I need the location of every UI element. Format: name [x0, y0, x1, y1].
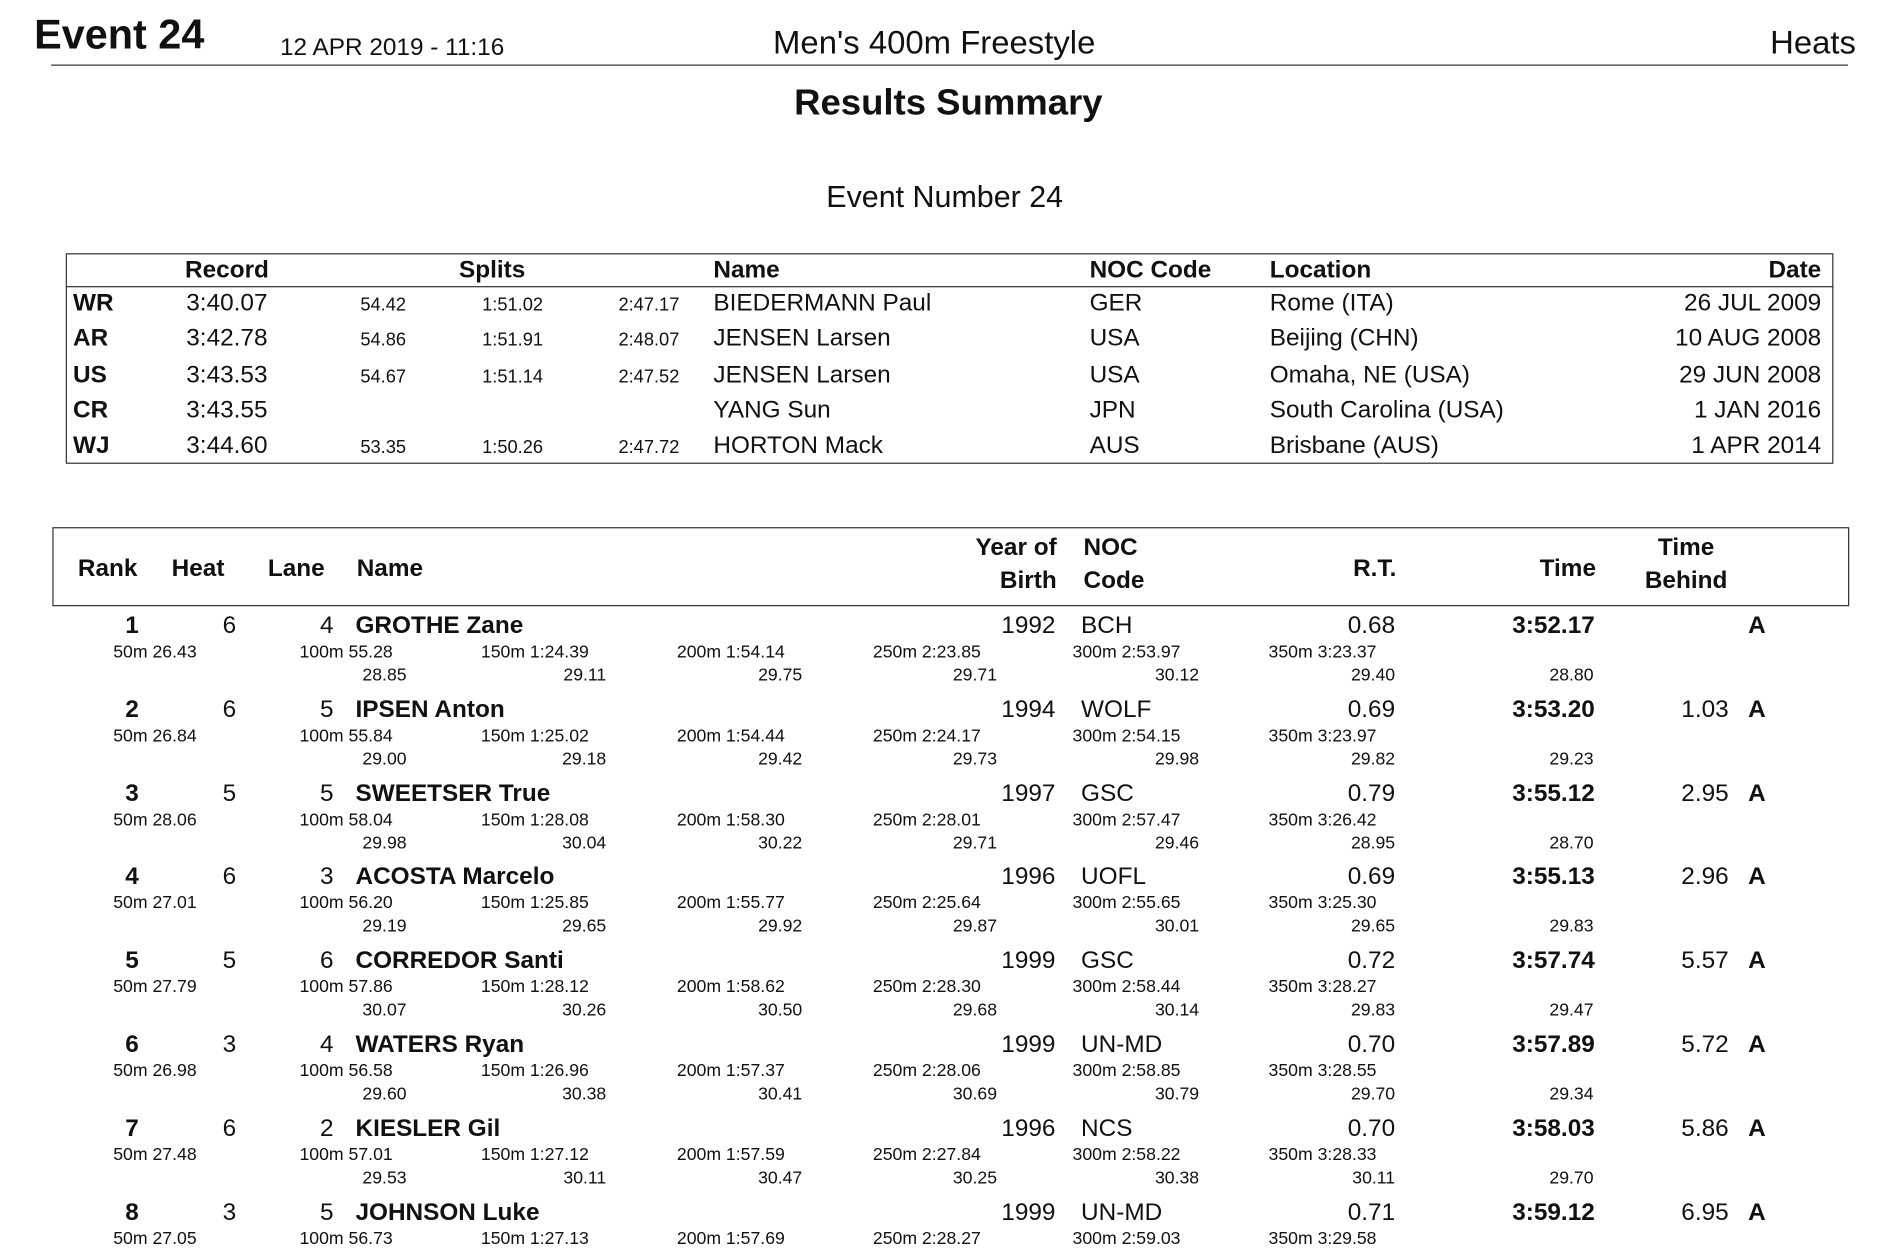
result-swimmer-name: IPSEN Anton [355, 696, 505, 723]
record-holder-name: YANG Sun [713, 396, 831, 424]
lap-split: 29.18 [562, 749, 607, 770]
record-location: Brisbane (AUS) [1269, 432, 1439, 460]
results-col-heat: Heat [171, 555, 225, 582]
record-split-2: 1:51.91 [482, 330, 544, 351]
cumulative-split: 150m 1:27.12 [480, 1145, 589, 1165]
result-reaction-time: 0.69 [1347, 696, 1396, 723]
results-col-noc-2: Code [1083, 567, 1145, 595]
lap-split: 30.14 [1154, 1000, 1200, 1021]
record-location: Omaha, NE (USA) [1269, 361, 1470, 388]
lap-split: 29.83 [1549, 917, 1594, 937]
result-qualifier: A [1748, 863, 1766, 891]
cumulative-split: 250m 2:23.85 [872, 642, 981, 663]
result-time-behind: 5.86 [1681, 1114, 1729, 1142]
result-reaction-time: 0.69 [1347, 863, 1396, 891]
lap-split: 30.38 [562, 1084, 607, 1105]
lap-split: 29.60 [362, 1084, 407, 1105]
cumulative-split: 150m 1:25.02 [480, 726, 589, 747]
event-label: Event 24 [34, 12, 205, 59]
page-title: Results Summary [794, 82, 1103, 123]
lap-split: 29.46 [1154, 833, 1200, 853]
records-header-divider [66, 286, 1834, 287]
cumulative-split: 100m 57.01 [299, 1145, 393, 1165]
record-type: CR [73, 396, 109, 424]
header-divider [51, 65, 1848, 66]
lap-split: 29.34 [1549, 1084, 1594, 1105]
record-type: AR [73, 325, 109, 353]
results-col-noc-1: NOC [1083, 534, 1138, 562]
cumulative-split: 50m 26.84 [113, 726, 197, 747]
cumulative-split: 100m 57.86 [299, 977, 393, 998]
lap-split: 29.82 [1350, 749, 1396, 770]
result-noc: WOLF [1081, 696, 1152, 723]
record-date: 29 JUN 2008 [1679, 361, 1822, 388]
cumulative-split: 300m 2:53.97 [1072, 642, 1181, 663]
cumulative-split: 50m 26.43 [113, 642, 197, 663]
cumulative-split: 100m 56.20 [299, 894, 393, 914]
result-heat: 6 [222, 696, 237, 723]
records-col-date: Date [1768, 256, 1822, 284]
result-time: 3:52.17 [1512, 612, 1595, 640]
result-qualifier: A [1748, 612, 1766, 640]
cumulative-split: 200m 1:54.44 [676, 726, 785, 747]
cumulative-split: 250m 2:28.30 [872, 977, 981, 998]
result-year-of-birth: 1999 [1001, 947, 1056, 975]
result-swimmer-name: SWEETSER True [355, 779, 551, 807]
cumulative-split: 150m 1:27.13 [480, 1229, 589, 1249]
result-time: 3:59.12 [1512, 1198, 1595, 1226]
lap-split: 29.47 [1549, 1000, 1594, 1021]
lap-split: 29.87 [952, 917, 998, 937]
record-holder-name: BIEDERMANN Paul [713, 289, 932, 317]
result-swimmer-name: CORREDOR Santi [355, 947, 564, 975]
record-holder-name: JENSEN Larsen [713, 325, 891, 353]
result-rank: 1 [125, 612, 139, 640]
result-noc: GSC [1081, 779, 1134, 807]
record-split-3: 2:47.72 [618, 437, 680, 458]
result-reaction-time: 0.70 [1347, 1114, 1396, 1142]
record-noc: JPN [1089, 396, 1136, 424]
event-datetime: 12 APR 2019 - 11:16 [280, 34, 505, 61]
result-reaction-time: 0.79 [1347, 779, 1396, 807]
result-rank: 7 [125, 1114, 139, 1142]
record-noc: USA [1089, 325, 1140, 353]
lap-split: 29.68 [952, 1000, 998, 1021]
record-location: South Carolina (USA) [1269, 396, 1504, 424]
lap-split: 29.71 [952, 833, 998, 853]
result-year-of-birth: 1999 [1001, 1198, 1056, 1226]
results-col-yob-2: Birth [999, 567, 1057, 595]
result-time-behind: 5.57 [1681, 947, 1729, 975]
cumulative-split: 150m 1:26.96 [480, 1061, 589, 1082]
lap-split: 28.70 [1549, 833, 1594, 853]
record-date: 26 JUL 2009 [1684, 289, 1822, 317]
record-noc: GER [1089, 289, 1143, 317]
result-noc: UOFL [1081, 863, 1146, 891]
lap-split: 29.75 [758, 665, 803, 686]
lap-split: 29.71 [952, 665, 998, 686]
cumulative-split: 350m 3:23.97 [1268, 726, 1377, 747]
record-location: Beijing (CHN) [1269, 325, 1419, 353]
cumulative-split: 300m 2:59.03 [1072, 1229, 1181, 1249]
lap-split: 30.69 [952, 1084, 998, 1105]
record-date: 10 AUG 2008 [1675, 325, 1822, 353]
record-time: 3:43.55 [186, 396, 268, 424]
record-location: Rome (ITA) [1269, 289, 1394, 317]
cumulative-split: 50m 27.05 [113, 1229, 197, 1249]
lap-split: 29.00 [362, 749, 407, 770]
result-time: 3:57.89 [1512, 1031, 1595, 1058]
cumulative-split: 350m 3:26.42 [1268, 810, 1377, 830]
result-heat: 6 [222, 863, 237, 891]
result-qualifier: A [1748, 696, 1766, 723]
lap-split: 30.47 [758, 1168, 803, 1188]
cumulative-split: 200m 1:57.37 [676, 1061, 785, 1082]
event-title: Men's 400m Freestyle [773, 24, 1096, 61]
lap-split: 30.38 [1154, 1168, 1200, 1188]
result-time-behind: 5.72 [1681, 1031, 1729, 1058]
lap-split: 30.26 [562, 1000, 607, 1021]
record-type: US [73, 361, 107, 388]
cumulative-split: 300m 2:58.44 [1072, 977, 1181, 998]
cumulative-split: 50m 27.48 [113, 1145, 197, 1165]
result-time: 3:55.12 [1512, 779, 1595, 807]
cumulative-split: 200m 1:58.62 [676, 977, 785, 998]
record-type: WJ [73, 432, 110, 460]
lap-split: 30.11 [1352, 1168, 1396, 1188]
result-lane: 5 [320, 696, 334, 723]
result-time-behind: 2.96 [1681, 863, 1729, 891]
result-reaction-time: 0.72 [1347, 947, 1396, 975]
result-swimmer-name: KIESLER Gil [355, 1114, 501, 1142]
cumulative-split: 300m 2:55.65 [1072, 894, 1181, 914]
cumulative-split: 300m 2:57.47 [1072, 810, 1181, 830]
record-time: 3:43.53 [186, 361, 268, 388]
record-split-1: 53.35 [360, 437, 407, 458]
results-col-lane: Lane [267, 555, 325, 582]
cumulative-split: 200m 1:54.14 [676, 642, 785, 663]
cumulative-split: 50m 26.98 [113, 1061, 197, 1082]
result-time: 3:57.74 [1512, 947, 1595, 975]
records-col-splits: Splits [458, 256, 526, 284]
records-col-location: Location [1269, 256, 1372, 284]
record-split-2: 1:50.26 [482, 437, 544, 458]
cumulative-split: 300m 2:58.22 [1072, 1145, 1181, 1165]
cumulative-split: 300m 2:58.85 [1072, 1061, 1181, 1082]
lap-split: 30.04 [562, 833, 607, 853]
lap-split: 30.12 [1154, 665, 1200, 686]
lap-split: 29.70 [1549, 1168, 1594, 1188]
result-time: 3:55.13 [1512, 863, 1595, 891]
cumulative-split: 350m 3:28.33 [1268, 1145, 1377, 1165]
lap-split: 29.98 [362, 833, 407, 853]
lap-split: 29.40 [1350, 665, 1396, 686]
result-qualifier: A [1748, 1114, 1766, 1142]
record-time: 3:40.07 [186, 289, 268, 317]
lap-split: 29.11 [563, 665, 607, 686]
cumulative-split: 350m 3:29.58 [1268, 1229, 1377, 1249]
event-phase: Heats [1770, 24, 1856, 61]
result-rank: 5 [125, 947, 139, 975]
lap-split: 29.98 [1154, 749, 1200, 770]
result-qualifier: A [1748, 779, 1766, 807]
cumulative-split: 250m 2:28.01 [872, 810, 981, 830]
result-year-of-birth: 1997 [1001, 779, 1056, 807]
cumulative-split: 150m 1:28.12 [480, 977, 589, 998]
event-number: Event Number 24 [826, 180, 1064, 215]
records-col-name: Name [713, 256, 780, 284]
result-reaction-time: 0.68 [1347, 612, 1396, 640]
lap-split: 29.23 [1549, 749, 1594, 770]
record-holder-name: JENSEN Larsen [713, 361, 891, 388]
record-split-3: 2:47.17 [618, 294, 680, 316]
result-noc: NCS [1081, 1114, 1133, 1142]
result-heat: 5 [222, 947, 237, 975]
result-heat: 3 [222, 1031, 237, 1058]
record-time: 3:42.78 [186, 325, 268, 353]
cumulative-split: 150m 1:28.08 [480, 810, 589, 830]
cumulative-split: 200m 1:57.69 [676, 1229, 785, 1249]
lap-split: 29.83 [1350, 1000, 1396, 1021]
result-reaction-time: 0.71 [1347, 1198, 1396, 1226]
results-col-time: Time [1539, 555, 1597, 582]
cumulative-split: 100m 55.28 [299, 642, 393, 663]
lap-split: 28.95 [1350, 833, 1396, 853]
record-split-1: 54.42 [360, 294, 407, 316]
result-noc: UN-MD [1081, 1198, 1163, 1226]
cumulative-split: 250m 2:25.64 [872, 894, 981, 914]
lap-split: 28.85 [362, 665, 407, 686]
result-heat: 6 [222, 612, 237, 640]
result-time: 3:53.20 [1512, 696, 1595, 723]
records-col-noc: NOC Code [1089, 256, 1212, 284]
cumulative-split: 100m 56.58 [299, 1061, 393, 1082]
cumulative-split: 250m 2:24.17 [872, 726, 981, 747]
cumulative-split: 200m 1:55.77 [676, 894, 785, 914]
record-split-3: 2:47.52 [618, 365, 680, 387]
cumulative-split: 350m 3:25.30 [1268, 894, 1377, 914]
result-noc: BCH [1081, 612, 1133, 640]
cumulative-split: 350m 3:28.55 [1268, 1061, 1377, 1082]
cumulative-split: 50m 27.01 [113, 894, 197, 914]
result-swimmer-name: GROTHE Zane [355, 612, 524, 640]
record-split-2: 1:51.02 [482, 294, 544, 316]
result-time: 3:58.03 [1512, 1114, 1595, 1142]
record-type: WR [73, 289, 114, 317]
cumulative-split: 200m 1:57.59 [676, 1145, 785, 1165]
record-noc: AUS [1089, 432, 1140, 460]
result-rank: 2 [125, 696, 139, 723]
record-date: 1 JAN 2016 [1693, 396, 1822, 424]
result-rank: 6 [125, 1031, 139, 1058]
cumulative-split: 100m 55.84 [299, 726, 393, 747]
result-rank: 4 [125, 863, 139, 891]
record-split-3: 2:48.07 [618, 330, 680, 351]
result-qualifier: A [1748, 947, 1766, 975]
cumulative-split: 250m 2:27.84 [872, 1145, 981, 1165]
lap-split: 29.70 [1350, 1084, 1396, 1105]
lap-split: 29.19 [362, 917, 407, 937]
result-year-of-birth: 1996 [1001, 1114, 1056, 1142]
results-col-rank: Rank [77, 555, 138, 582]
result-lane: 3 [320, 863, 334, 891]
result-year-of-birth: 1994 [1001, 696, 1056, 723]
result-year-of-birth: 1999 [1001, 1031, 1056, 1058]
lap-split: 29.65 [562, 917, 607, 937]
cumulative-split: 300m 2:54.15 [1072, 726, 1181, 747]
result-noc: UN-MD [1081, 1031, 1163, 1058]
result-qualifier: A [1748, 1198, 1766, 1226]
cumulative-split: 350m 3:28.27 [1268, 977, 1377, 998]
cumulative-split: 150m 1:25.85 [480, 894, 589, 914]
lap-split: 30.11 [563, 1168, 607, 1188]
lap-split: 30.79 [1154, 1084, 1200, 1105]
cumulative-split: 350m 3:23.37 [1268, 642, 1377, 663]
result-noc: GSC [1081, 947, 1134, 975]
lap-split: 30.07 [362, 1000, 407, 1021]
result-time-behind: 1.03 [1681, 696, 1729, 723]
cumulative-split: 250m 2:28.06 [872, 1061, 981, 1082]
result-reaction-time: 0.70 [1347, 1031, 1396, 1058]
results-col-behind-2: Behind [1644, 567, 1728, 595]
result-heat: 6 [222, 1114, 237, 1142]
result-time-behind: 2.95 [1681, 779, 1729, 807]
cumulative-split: 50m 28.06 [113, 810, 197, 830]
record-split-1: 54.67 [360, 365, 407, 387]
lap-split: 29.92 [758, 917, 803, 937]
results-col-rt: R.T. [1353, 555, 1397, 582]
lap-split: 30.25 [952, 1168, 998, 1188]
cumulative-split: 250m 2:28.27 [872, 1229, 981, 1249]
lap-split: 29.42 [758, 749, 803, 770]
result-lane: 4 [320, 612, 334, 640]
records-table [66, 253, 1834, 464]
lap-split: 30.01 [1154, 917, 1200, 937]
result-lane: 5 [320, 1198, 334, 1226]
record-split-2: 1:51.14 [482, 365, 544, 387]
result-lane: 4 [320, 1031, 334, 1058]
record-split-1: 54.86 [360, 330, 407, 351]
result-rank: 3 [125, 779, 139, 807]
result-rank: 8 [125, 1198, 139, 1226]
records-col-record: Record [185, 256, 269, 284]
cumulative-split: 100m 56.73 [299, 1229, 393, 1249]
results-col-yob-1: Year of [975, 534, 1057, 562]
lap-split: 28.80 [1549, 665, 1594, 686]
results-col-name: Name [356, 555, 424, 582]
result-lane: 6 [320, 947, 334, 975]
lap-split: 29.53 [362, 1168, 407, 1188]
result-lane: 5 [320, 779, 334, 807]
result-time-behind: 6.95 [1681, 1198, 1729, 1226]
result-heat: 3 [222, 1198, 237, 1226]
result-year-of-birth: 1992 [1001, 612, 1056, 640]
result-lane: 2 [320, 1114, 334, 1142]
lap-split: 30.50 [758, 1000, 803, 1021]
cumulative-split: 50m 27.79 [113, 977, 197, 998]
record-date: 1 APR 2014 [1691, 432, 1822, 460]
result-swimmer-name: JOHNSON Luke [355, 1198, 540, 1226]
cumulative-split: 200m 1:58.30 [676, 810, 785, 830]
result-year-of-birth: 1996 [1001, 863, 1056, 891]
cumulative-split: 150m 1:24.39 [480, 642, 589, 663]
result-swimmer-name: ACOSTA Marcelo [355, 863, 555, 891]
result-qualifier: A [1748, 1031, 1766, 1058]
result-heat: 5 [222, 779, 237, 807]
lap-split: 29.65 [1350, 917, 1396, 937]
cumulative-split: 100m 58.04 [299, 810, 393, 830]
record-noc: USA [1089, 361, 1140, 388]
record-holder-name: HORTON Mack [713, 432, 883, 460]
lap-split: 29.73 [952, 749, 998, 770]
results-col-behind-1: Time [1657, 534, 1715, 562]
lap-split: 30.22 [758, 833, 803, 853]
lap-split: 30.41 [758, 1084, 803, 1105]
record-time: 3:44.60 [186, 432, 268, 460]
result-swimmer-name: WATERS Ryan [355, 1031, 525, 1058]
